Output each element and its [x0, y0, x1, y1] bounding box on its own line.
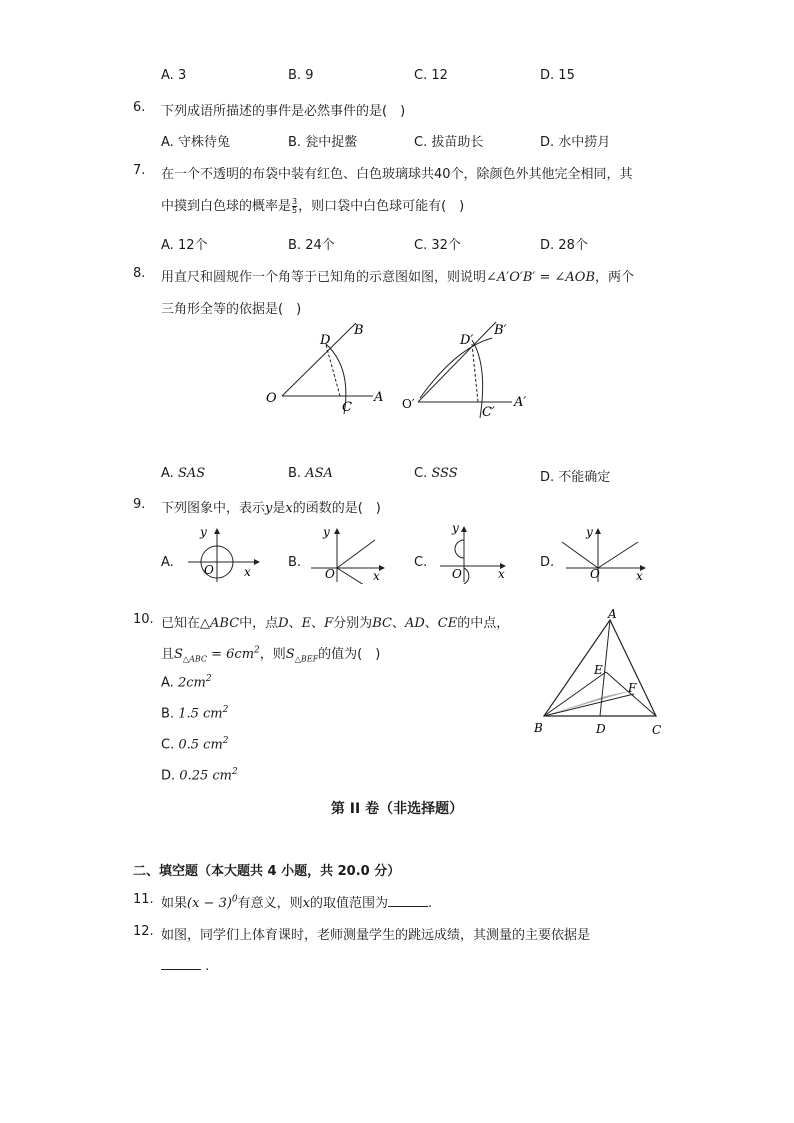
ray-o2b2: [418, 322, 496, 402]
segment-d2c2: [472, 344, 478, 402]
x-arrow-icon: [254, 559, 260, 565]
y-arrow-icon: [595, 528, 601, 534]
q10-option-c: C. 0.5 $cm^2$: [161, 736, 229, 753]
axis-x-label: x: [244, 565, 251, 579]
label-e: E: [594, 663, 603, 677]
q9-graph-b: [305, 524, 395, 584]
label-a: A: [608, 607, 617, 621]
q11-stem: 如果$(x - 3)^0$有意义，则x的取值范围为 .: [161, 894, 433, 911]
q8-stem-line1: 用直尺和圆规作一个角等于已知角的示意图如图，则说明∠A′O′B′ = ∠AOB，两个: [161, 270, 635, 285]
q6-option-d: D. 水中捞月: [540, 135, 611, 150]
label-b2: B′: [494, 323, 507, 338]
q12-stem: 如图，同学们上体育课时，老师测量学生的跳远成绩，其测量的主要依据是: [161, 928, 591, 943]
segment-dc: [326, 345, 340, 396]
label-c: C: [652, 723, 662, 737]
x-arrow-icon: [379, 565, 385, 571]
label-c2: C′: [482, 405, 495, 420]
answer-blank[interactable]: [388, 894, 428, 907]
q6-option-a: A. 守株待兔: [161, 135, 230, 150]
section2-title: 二、填空题（本大题共 4 小题，共 20.0 分）: [133, 864, 401, 879]
right-arc: [464, 568, 469, 584]
q9-option-c-key: C.: [414, 555, 428, 570]
q7-option-d: D. 28个: [540, 238, 588, 253]
label-f: F: [628, 681, 637, 695]
axis-x-label: x: [373, 569, 380, 583]
q9-option-b-key: B.: [288, 555, 302, 570]
q10-stem-line2: 且$S_{\triangle ABC} = 6cm^2$，则$S_{\triangle BEF}$的值为( ): [161, 645, 381, 664]
q5-option-d: D. 15: [540, 68, 575, 83]
label-c: C: [342, 400, 352, 415]
segment-be: [544, 672, 606, 716]
axis-y-label: y: [586, 525, 593, 539]
q7-option-a: A. 12个: [161, 238, 208, 253]
origin-label: O: [452, 567, 462, 581]
q6-option-b: B. 瓮中捉鳖: [288, 135, 358, 150]
q9-stem: 下列图象中，表示y是x的函数的是( ): [161, 501, 381, 516]
q10-triangle-figure: [530, 606, 670, 740]
ray-up: [337, 540, 375, 568]
axis-x-label: x: [498, 567, 505, 581]
label-b: B: [534, 721, 543, 735]
axis-y-label: y: [452, 521, 459, 535]
q7-option-c: C. 32个: [414, 238, 461, 253]
q7-option-b: B. 24个: [288, 238, 335, 253]
q12-answer-line: .: [161, 957, 209, 974]
q6-stem: 下列成语所描述的事件是必然事件的是( ): [161, 104, 406, 119]
q8-compass-figure: [260, 318, 540, 423]
fraction: $\frac{3}{5}$: [292, 197, 298, 215]
y-arrow-icon: [334, 528, 340, 534]
origin-label: O: [204, 563, 214, 577]
q5-option-a: A. 3: [161, 68, 187, 83]
label-a: A: [374, 390, 384, 405]
axis-x-label: x: [636, 569, 643, 583]
axis-y-label: y: [200, 525, 207, 539]
label-d2: D′: [460, 333, 474, 348]
q10-number: 10.: [133, 612, 154, 627]
label-d: D: [320, 333, 331, 348]
ray-ob: [282, 323, 356, 396]
label-b: B: [354, 323, 364, 338]
label-o2: O′: [402, 397, 415, 411]
y-arrow-icon: [214, 528, 220, 534]
q8-option-b: B. ASA: [288, 466, 333, 481]
part2-title: 第 II 卷（非选择题）: [330, 801, 464, 817]
left-arc: [455, 540, 464, 558]
q11-number: 11.: [133, 892, 154, 907]
q12-number: 12.: [133, 924, 154, 939]
q5-option-c: C. 12: [414, 68, 448, 83]
q9-option-a-key: A.: [161, 555, 174, 570]
q6-option-c: C. 拔苗助长: [414, 135, 484, 150]
label-a2: A′: [514, 395, 527, 410]
label-d: D: [596, 722, 606, 736]
q10-option-d: D. 0.25 $cm^2$: [161, 767, 238, 784]
q10-option-b: B. 1.5 $cm^2$: [161, 705, 229, 722]
label-o: O: [266, 391, 277, 406]
origin-label: O: [590, 567, 600, 581]
axis-y-label: y: [323, 525, 330, 539]
q6-number: 6.: [133, 100, 146, 115]
ray-right: [598, 542, 638, 568]
q7-number: 7.: [133, 163, 146, 178]
q8-stem-line2: 三角形全等的依据是( ): [161, 302, 302, 317]
q9-number: 9.: [133, 497, 146, 512]
q8-option-d: D. 不能确定: [540, 470, 611, 485]
q5-option-b: B. 9: [288, 68, 314, 83]
q9-graph-d: [562, 524, 652, 584]
q9-option-d-key: D.: [540, 555, 555, 570]
q8-number: 8.: [133, 266, 146, 281]
q9-graph-c: [436, 520, 516, 584]
shaded-triangle-bef: [544, 690, 634, 716]
q7-stem-line1: 在一个不透明的布袋中装有红色、白色玻璃球共40个，除颜色外其他完全相同，其: [161, 167, 633, 182]
answer-blank[interactable]: [161, 957, 201, 970]
q8-option-a: A. SAS: [161, 466, 206, 481]
q10-stem-line1: 已知在△ABC中，点D、E、F分别为BC、AD、CE的中点，: [161, 616, 510, 631]
q8-option-c: C. SSS: [414, 466, 458, 481]
y-arrow-icon: [461, 526, 467, 532]
q9-graph-a: [182, 524, 262, 584]
ray-left: [562, 542, 598, 568]
ray-down: [337, 568, 375, 584]
q10-option-a: A. $2cm^2$: [161, 674, 212, 691]
q7-stem-line2: 中摸到白色球的概率是 $\frac{3}{5}$ ，则口袋中白色球可能有( ): [161, 197, 465, 215]
origin-label: O: [325, 567, 335, 581]
